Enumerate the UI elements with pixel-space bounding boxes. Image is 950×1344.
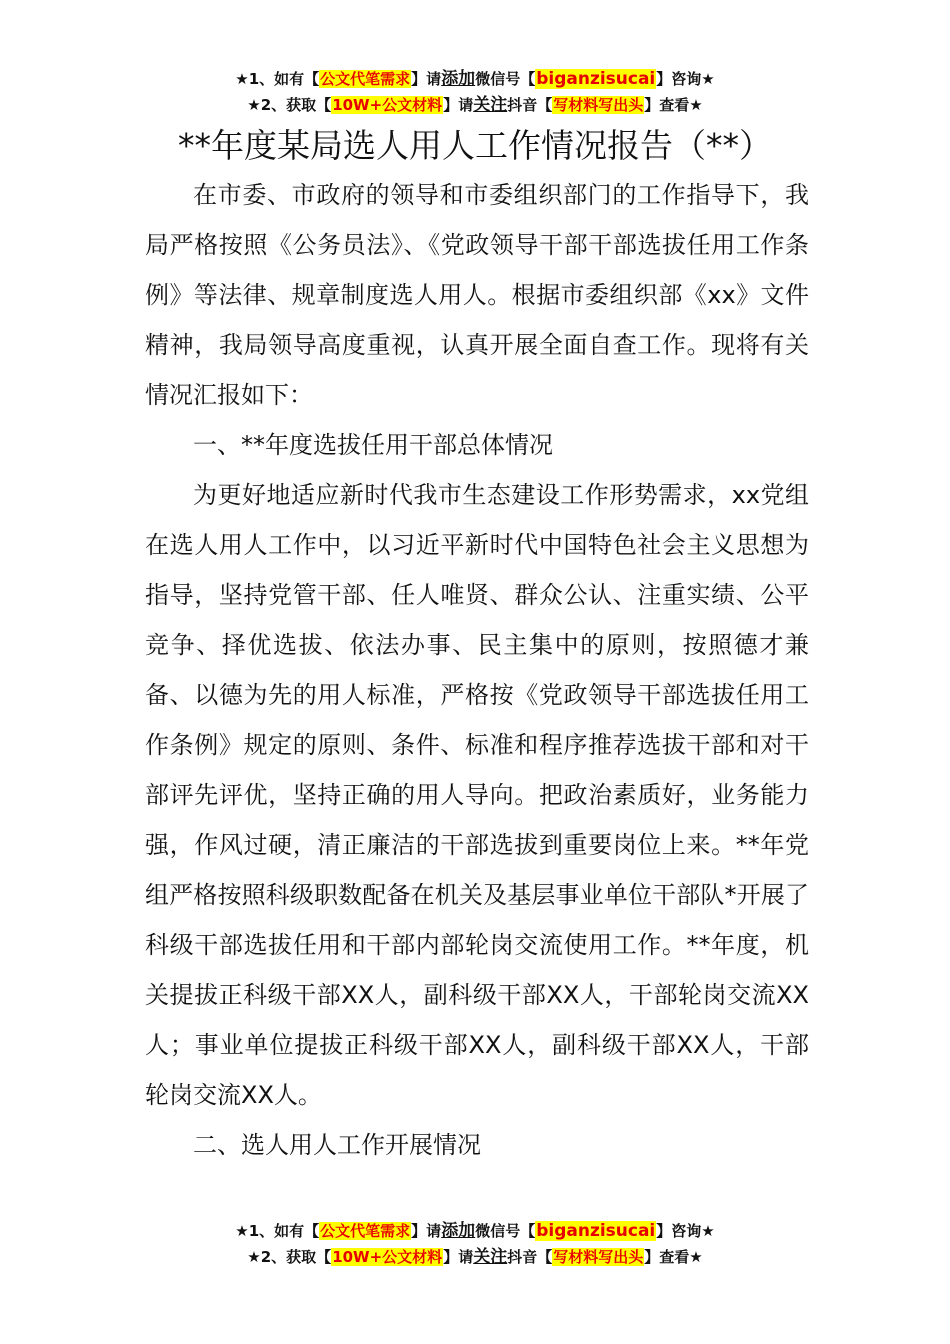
highlight-ghostwriting: 公文代笔需求: [320, 70, 411, 88]
top-banner: [0, 66, 950, 118]
banner-line-2: ★2、获取【10W+公文材料】请关注抖音【写材料写出头】查看★: [247, 1247, 703, 1267]
highlight-ghostwriting: 公文代笔需求: [320, 1222, 411, 1240]
banner-line-1: ★1、如有【公文代笔需求】请添加微信号【biganzisucai】咨询★: [235, 1221, 715, 1241]
banner-line-1: ★1、如有【公文代笔需求】请添加微信号【biganzisucai】咨询★: [235, 69, 715, 89]
highlight-douyin: 写材料写出头: [553, 1248, 644, 1266]
star-icon: ★: [235, 1222, 249, 1240]
star-icon: ★: [247, 96, 261, 114]
star-icon: ★: [235, 70, 249, 88]
banner-line-2: ★2、获取【10W+公文材料】请关注抖音【写材料写出头】查看★: [247, 95, 703, 115]
star-icon: ★: [247, 1248, 261, 1266]
section-2-heading: 二、选人用人工作开展情况: [193, 1131, 481, 1159]
bottom-banner: [0, 1218, 950, 1270]
section-1-paragraph: 为更好地适应新时代我市生态建设工作形势需求，xx党组在选人用人工作中，以习近平新时代中国特色社会主义思想为指导，坚持党管干部、任人唯贤、群众公认、注重实绩、公平竞争、择优选拔、依法办事、民主集中的原则，按照德才兼备、以德为先的用人标准，严格按《党政领导干部选拔任用工作条例》规定的原则、条件、标准和程序推荐选拔干部和对干部评先评优，坚持正确的用人导向。把政治素质好，业务能力强，作风过硬，清正廉洁的干部选拔到重要岗位上来。**年党组严格按照科级职数配备在机关及基层事业单位干部队*开展了科级干部选拔任用和干部内部轮岗交流使用工作。**年度，机关提拔正科级干部XX人，副科级干部XX人，干部轮岗交流XX人；事业单位提拔正科级干部XX人，副科级干部XX人，干部轮岗交流XX人。: [145, 481, 809, 1109]
star-icon: ★: [701, 70, 715, 88]
star-icon: ★: [701, 1222, 715, 1240]
highlight-wechat-id: biganzisucai: [536, 69, 656, 89]
star-icon: ★: [689, 96, 703, 114]
intro-paragraph: 在市委、市政府的领导和市委组织部门的工作指导下，我局严格按照《公务员法》、《党政领导干部干部选拔任用工作条例》等法律、规章制度选人用人。根据市委组织部《xx》文件精神，我局领导高度重视，认真开展全面自查工作。现将有关情况汇报如下：: [145, 181, 809, 409]
document-title: **年度某局选人用人工作情况报告（**）: [178, 126, 772, 165]
section-1-heading: 一、**年度选拔任用干部总体情况: [193, 431, 553, 459]
star-icon: ★: [689, 1248, 703, 1266]
highlight-materials: 10W+公文材料: [332, 1248, 443, 1266]
highlight-douyin: 写材料写出头: [553, 96, 644, 114]
document-body: [145, 170, 809, 1170]
highlight-wechat-id: biganzisucai: [536, 1221, 656, 1241]
highlight-materials: 10W+公文材料: [332, 96, 443, 114]
